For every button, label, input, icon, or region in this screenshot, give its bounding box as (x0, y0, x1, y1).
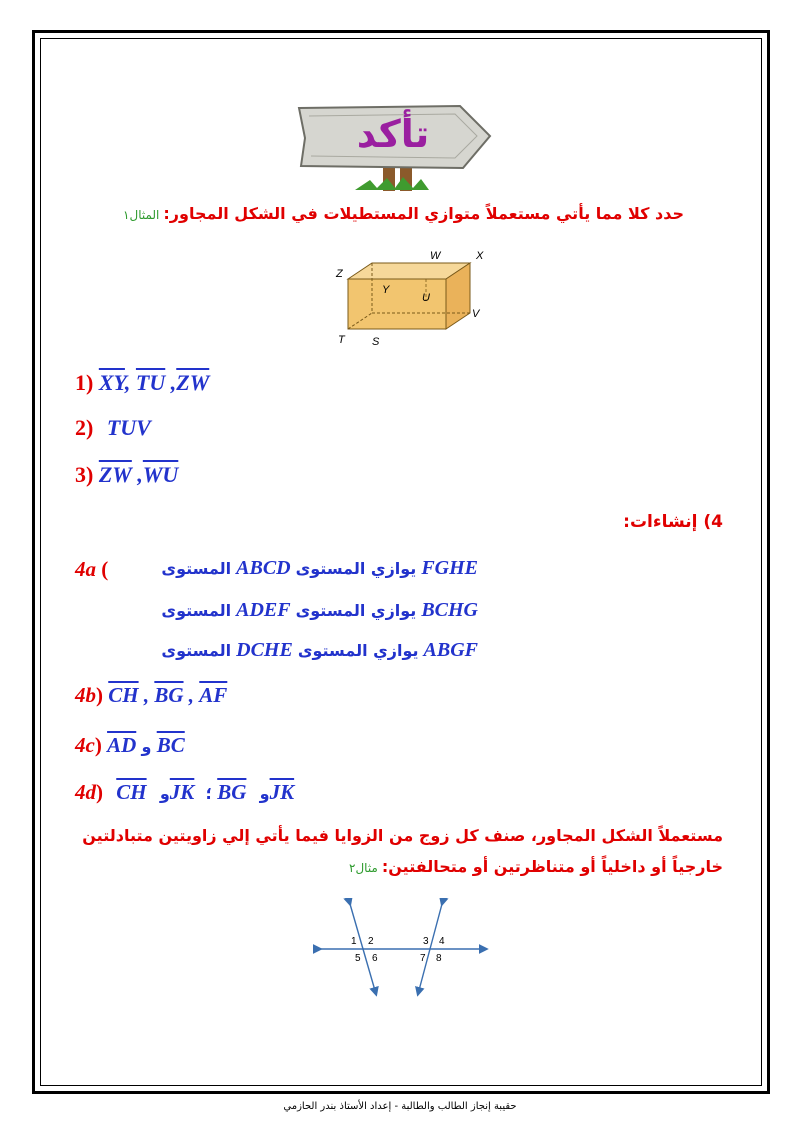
angle-label-1: 1 (351, 936, 357, 947)
answer-3-seg-1: $\overline{ZW}$ (98, 462, 132, 487)
instruction-2-line-2 (349, 857, 723, 877)
q4d-semicolon: ؛ (205, 784, 212, 803)
q4a-line-2 (118, 599, 478, 622)
vertex-label-S: S (372, 336, 380, 348)
instruction-1 (123, 204, 684, 224)
angle-label-5: 5 (355, 953, 361, 964)
q4a-line-1 (148, 557, 478, 580)
q4c-and: و (141, 737, 152, 756)
q4b-sep-2: , (188, 683, 195, 707)
q4d-seg-3: $\overline{BG}$ (217, 780, 247, 804)
q4a-line-3-plane2: DCHE (236, 639, 293, 661)
rectangular-prism-diagram (330, 243, 500, 348)
vertex-label-Z: Z (336, 268, 343, 280)
q4c (75, 733, 185, 758)
vertex-label-U: U (422, 292, 430, 304)
q4d (75, 780, 294, 805)
prism-figure (330, 243, 500, 348)
q4a-line-1-parallel: يوازي المستوى (295, 559, 417, 578)
q4d-and-2: و (259, 784, 270, 803)
q4d-number: 4d (75, 780, 96, 804)
angle-label-6: 6 (372, 953, 378, 964)
example-ref-1: المثال١ (123, 208, 160, 222)
example-ref-2: مثال٢ (348, 861, 378, 875)
answer-3 (75, 462, 178, 488)
q4b-paren: ) (96, 683, 103, 707)
q4b-sep-1: , (143, 683, 150, 707)
answer-1 (75, 370, 209, 396)
q4b-seg-2: $\overline{BG}$ (154, 683, 184, 707)
answer-2-plane: TUV (106, 415, 151, 440)
q4d-and-1: و (159, 784, 170, 803)
q4d-paren: ) (96, 780, 103, 804)
answer-1-seg-3: $\overline{ZW}$ (176, 370, 210, 395)
q4c-number: 4c (75, 733, 95, 757)
q4b-seg-3: $\overline{AF}$ (199, 683, 228, 707)
vertex-label-X: X (476, 250, 484, 262)
answer-3-number: 3) (75, 462, 94, 487)
q4c-seg-2: $\overline{BC}$ (156, 733, 185, 757)
page-footer: حقيبة إنجاز الطالب والطالبة - إعداد الأستاذ بندر الحازمي (283, 1101, 517, 1112)
answer-1-seg-2: $\overline{TU}$ (135, 370, 166, 395)
vertex-label-W: W (430, 250, 441, 262)
answer-3-sep: , (137, 462, 143, 487)
q4a-line-3 (118, 639, 478, 662)
q4a-line-2-parallel: يوازي المستوى (295, 601, 417, 620)
q4a-line-2-plane2: ADEF (236, 599, 291, 621)
answer-1-sep-1: , (124, 370, 131, 395)
q4c-paren: ) (94, 733, 102, 757)
q4a-line-2-plane-word: المستوى (161, 601, 232, 620)
angles-figure (312, 898, 492, 998)
banner-title: تأكد (356, 112, 430, 156)
q4d-seg-4: $\overline{JK}$ (269, 780, 295, 804)
q4a-line-2-plane1: BCHG (421, 599, 478, 621)
angle-label-3: 3 (423, 936, 429, 947)
q4-heading: 4) إنشاءات: (623, 512, 723, 532)
q4b-number: 4b (75, 683, 96, 707)
q4a-line-3-parallel: يوازي المستوى (297, 641, 419, 660)
q4a-paren: ( (101, 557, 109, 581)
q4a-line-1-plane1: FGHE (421, 557, 478, 579)
angle-label-4: 4 (439, 936, 445, 947)
answer-2-number: 2) (75, 415, 94, 440)
vertex-label-T: T (338, 334, 345, 346)
transversal-lines-diagram (312, 898, 492, 998)
instruction-2-line-2-text: خارجياً أو داخلياً أو متناظرتين أو متحالفتين: (381, 857, 723, 876)
q4a-line-1-plane-word: المستوى (161, 559, 232, 578)
q4c-seg-1: $\overline{AD}$ (107, 733, 137, 757)
q4a-line-3-plane-word: المستوى (161, 641, 232, 660)
answer-3-seg-2: $\overline{WU}$ (142, 462, 179, 487)
vertex-label-V: V (472, 308, 480, 320)
answer-1-number: 1) (75, 370, 94, 395)
instruction-2-line-1: مستعملاً الشكل المجاور، صنف كل زوج من الزوايا فيما يأتي إلي زاويتين متبادلتين (82, 826, 723, 845)
angle-label-2: 2 (368, 936, 374, 947)
answer-1-seg-1: $\overline{XY}$ (98, 370, 125, 395)
angle-label-8: 8 (436, 953, 442, 964)
vertex-label-Y: Y (382, 284, 390, 296)
q4b-seg-1: $\overline{CH}$ (108, 683, 139, 707)
banner-sign (295, 98, 495, 193)
q4a-number: 4a (75, 557, 96, 581)
q4a-line-3-plane1: ABGF (423, 639, 478, 661)
answer-1-sep-2: , (170, 370, 177, 395)
instruction-1-text: حدد كلا مما يأتي مستعملاً متوازي المستطيلات في الشكل المجاور: (163, 204, 684, 223)
q4b (75, 683, 227, 708)
q4a-line-1-plane2: ABCD (236, 557, 291, 579)
answer-2 (75, 415, 151, 441)
q4d-seg-1: $\overline{CH}$ (116, 780, 147, 804)
angle-label-7: 7 (420, 953, 426, 964)
q4d-seg-2: $\overline{JK}$ (169, 780, 195, 804)
q4a-label (75, 557, 108, 582)
